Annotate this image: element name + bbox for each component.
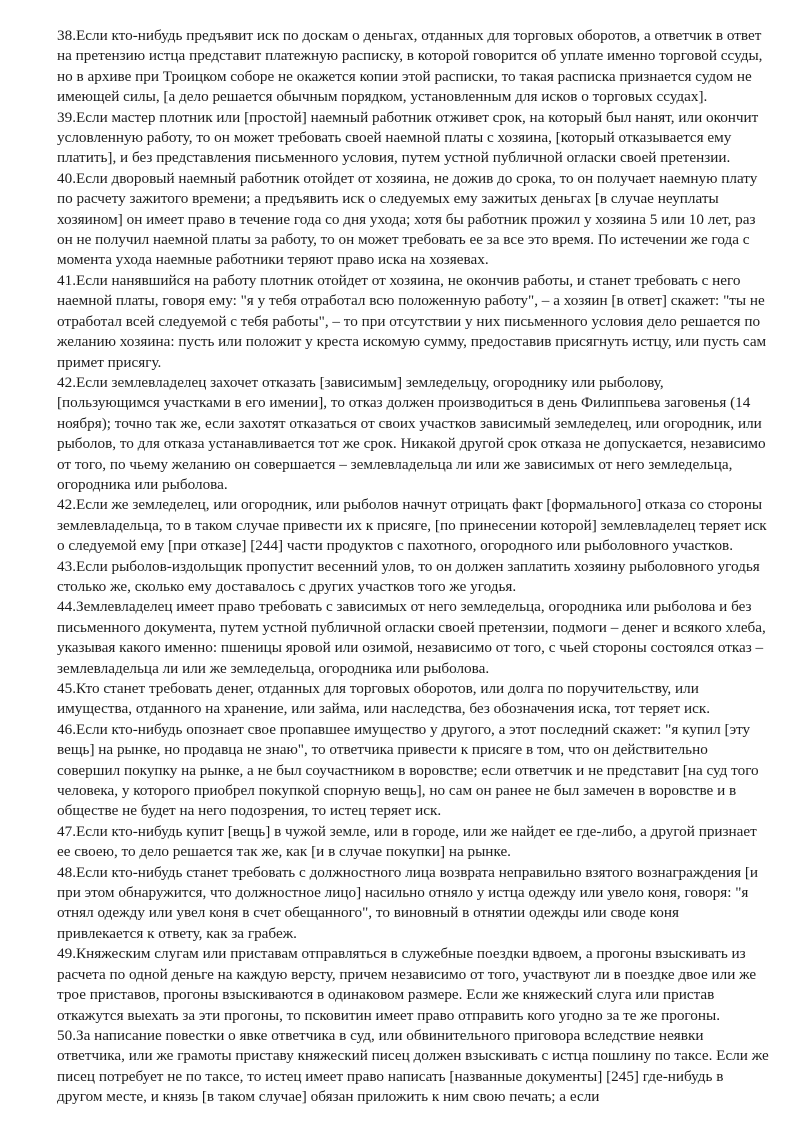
article-46: 46.Если кто-нибудь опознает свое пропавшее имущество у другого, а этот последний скажет: "я купил [эту вещь] на рынке, но продавца не знаю", то ответчика привести к присяге в том, что он действительно совершил покупку на рынке, а не был соучастником в воровстве; если ответчик и не представит [на суд того человека, у которого приобрел покупкой спорную вещь], но сам он ранее не был замечен в воровстве и в обществе не будет на него подозрения, то истец теряет иск. [57,720,759,820]
article-49: 49.Княжеским слугам или приставам отправляться в служебные поездки вдвоем, а прогоны взыскивать из расчета по одной деньге на каждую версту, причем независимо от того, участвуют ли в поездке двое или же трое приставов, прогоны взыскиваются в одинаковом размере. Если же княжеский слуга или пристав откажутся выехать за эти прогоны, то псковитин имеет право отправить кого угодно за те же прогоны. [57,945,757,1024]
article-42-second: 42.Если же земледелец, или огородник, или рыболов начнут отрицать факт [формального] отказа со стороны землевладельца, то в таком случае привести их к присяге, [по принесении которой] землевладелец теряет иск о следуемой ему [при отказе] [244] части продуктов с пахотного, огородного или рыболовного участков. [57,496,767,555]
article-41: 41.Если нанявшийся на работу плотник отойдет от хозяина, не окончив работы, и станет требовать с него наемной платы, говоря ему: "я у тебя отработал всю положенную работу", – а хозяин [в ответ] скажет: "ты не отработал всей следуемой с тебя работы", – то при отсутствии у них письменного условия дело решается по желанию хозяина: пусть или положит у креста искомую сумму, предоставив присягнуть истцу, или пусть сам примет присягу. [57,271,767,371]
document-page [57,26,769,1108]
article-39: 39.Если мастер плотник или [простой] наемный работник отживет срок, на который был нанят, или окончит условленную работу, то он может требовать своей наемной платы с хозяина, [который отказывается ему платить], и без представления письменного условия, путем устной публичной огласки своей претензии. [57,108,759,167]
article-45: 45.Кто станет требовать денег, отданных для торговых оборотов, или долга по поручительству, или имущества, отданного на хранение, или займа, или наследства, без обозначения иска, тот теряет иск. [57,680,711,718]
article-42: 42.Если землевладелец захочет отказать [зависимым] земледельцу, огороднику или рыболову, [пользующимся участками в его имении], то отказ должен производиться в день Филиппьева заговенья (14 ноября); точно так же, если захотят отказаться от своих участков зависимый земледелец, или огородник, или рыболов, то для отказа устанавливается тот же срок. Никакой другой срок отказа не допускается, независимо от того, по чьему желанию он совершается – землевладельца ли или же зависимых от него земледельца, огородника или рыболова. [57,373,766,493]
article-48: 48.Если кто-нибудь станет требовать с должностного лица возврата неправильно взятого вознаграждения [и при этом обнаружится, что должностное лицо] насильно отняло у истца одежду или увело коня, говоря: "я отнял одежду или увел коня в счет обещанного", то виновный в отнятии одежды или своде коня привлекается к ответу, как за грабеж. [57,863,759,942]
article-50: 50.За написание повестки о явке ответчика в суд, или обвинительного приговора вследствие неявки ответчика, или же грамоты приставу княжеский писец должен взыскивать с истца пошлину по таксе. Если же писец потребует не по таксе, то истец имеет право написать [названные документы] [245] где-нибудь в другом месте, и князь [в таком случае] обязан приложить к ним свою печать; а если [57,1026,769,1106]
article-40: 40.Если дворовый наемный работник отойдет от хозяина, не дожив до срока, то он получает наемную плату по расчету зажитого времени; а предъявить иск о следуемых ему зажитых деньгах [в случае неуплаты хозяином] он имеет право в течение года со дня ухода; хотя бы работник прожил у хозяина 5 или 10 лет, раз он не получил наемной платы за работу, то он может требовать ее за все это время. По истечении же года с момента ухода наемные работники теряют право иска на хозяевах. [57,169,758,269]
article-47: 47.Если кто-нибудь купит [вещь] в чужой земле, или в городе, или же найдет ее где-либо, а другой признает ее своею, то дело решается так же, как [и в случае покупки] на рынке. [57,822,757,861]
article-38: 38.Если кто-нибудь предъявит иск по доскам о деньгах, отданных для торговых оборотов, а ответчик в ответ на претензию истца представит платежную расписку, в которой говорится об уплате именно торговой ссуды, но в архиве при Троицком соборе не окажется копии этой расписки, то такая расписка признается судом не имеющей силы, [а дело решается обычным порядком, установленным для исков о торговых ссудах]. [57,27,763,106]
article-43: 43.Если рыболов-издольщик пропустит весенний улов, то он должен заплатить хозяину рыболовного угодья столько же, сколько ему доставалось с других участков того же угодья. [57,557,760,595]
article-44: 44.Землевладелец имеет право требовать с зависимых от него земледельца, огородника или рыболова и без письменного документа, путем устной публичной огласки своей претензии, подмоги – денег и всякого хлеба, указывая какого именно: пшеницы яровой или озимой, независимо от того, с чьей стороны состоялся отказ – землевладельца ли или же земледельца, огородника или рыболова. [57,598,766,677]
